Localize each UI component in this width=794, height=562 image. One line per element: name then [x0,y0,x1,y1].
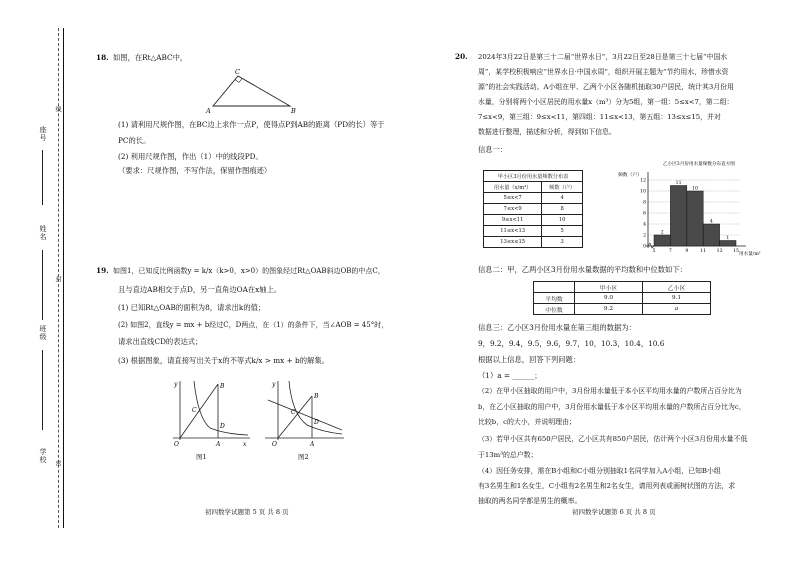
name-blank [42,250,43,320]
histogram-y-tick: 4 [643,222,646,228]
q19-fig2-caption: 图2 [298,453,309,461]
q19-part3: (3) 根据图象，请直接写出关于x的不等式k/x > mx + b的解集。 [118,356,329,365]
q18-number: 18. [96,53,109,62]
q20-part3-line-2: 于13m³的总户数； [478,451,538,459]
fig1-label-c: C [192,407,197,414]
q18-label-a: A [206,107,211,115]
q18-label-b: B [291,107,296,115]
q18-triangle-figure [205,66,305,116]
freq-table [483,170,583,248]
histogram-y-tick: 10 [640,189,646,195]
histogram-bar-label: 4 [709,219,713,225]
fig1-label-x: x [243,441,247,448]
fig2-label-o: O [272,441,277,448]
table-row [484,193,583,204]
seat-number-label: 座号 [39,126,47,142]
freq-table-title: 甲小区3月份用水量频数分布表 [484,171,583,182]
freq-cell: 4 [542,193,583,204]
fig1-label-b: B [220,383,225,390]
margin-rule [63,28,64,528]
stat-header-yi: 乙小区 [643,282,711,293]
q20-part1: （1）a = ______； [478,371,542,380]
q18-label-c: C [235,68,240,76]
freq-cell: 3 [542,237,583,248]
histogram-bar-label: 1 [726,236,730,241]
stat-cell: 9.0 [575,293,643,304]
q20-info2-label: 信息二：甲，乙两小区3月份用水量数据的平均数和中位数如下： [478,265,687,274]
table-row [484,226,583,237]
histogram-x-tick: 5 [652,249,656,254]
histogram-bar [654,235,670,246]
q19-part1: (1) 已知Rt△OAB的面积为8，请求出k的值； [118,303,266,312]
histogram-bar-label: 2 [660,230,664,236]
freq-cell: 8 [542,204,583,215]
histogram-x-tick: 13 [716,249,723,254]
freq-table-header-range: 用水量（x/m³） [484,182,542,193]
q20-number: 20. [455,52,468,61]
histogram-axis-break [648,243,654,248]
q19-line1: 如图1，已知反比例函数y = k/x（k>0，x>0）的图象经过Rt△OAB斜边OB的中点C， [113,267,385,275]
q19-part2-line1: (2) 如图2，直线y = mx + b经过C，D两点，在（1）的条件下，当∠AOB = 45°时， [118,321,389,329]
q20-part4-line-3: 抽取的两名同学都是男生的概率。 [478,497,582,505]
histogram-bar [703,224,719,246]
histogram-bar [670,186,686,247]
fig2-label-y: y [272,381,276,388]
freq-cell: 10 [542,215,583,226]
q20-part2-line-2: b，在乙小区抽取的用户中，3月份用水量低于本小区平均用水量的户数所占百分比为c， [478,403,746,411]
seal-word-seal: 封 [54,276,61,283]
q20-intro-line-3: 源”的社会实践活动。A小组在甲、乙两个小区各随机抽取30户居民，统计其3月份用 [478,83,734,91]
binding-margin [0,0,80,562]
table-row [534,304,711,315]
histogram-x-tick: 11 [700,249,707,254]
table-row [484,237,583,248]
fig2-label-b: B [314,393,319,400]
freq-cell: 7≤x<9 [484,204,542,215]
name-label: 姓名 [39,225,47,241]
freq-cell: 5≤x<7 [484,193,542,204]
class-blank [42,350,43,430]
q18-note: （要求：尺规作图，不写作法，保留作图痕迹） [118,166,272,175]
right-page-footer: 初四数学试题第 6 页 共 8 页 [572,508,656,516]
table-row [484,215,583,226]
fig1-label-d: D [220,423,225,430]
q20-intro-line-6: 数据进行整理，描述和分析，得到如下信息。 [478,128,616,136]
q20-intro-line-2: 周”，某学校积极响应“世界水日·中国水周”，组织开展主题为“节约用水，珍惜水资 [478,68,729,76]
histogram-bar-label: 10 [692,186,698,192]
histogram-y-tick: 8 [643,200,646,206]
q18-stem: 如图，在Rt△ABC中， [113,53,188,62]
q19-line2: 且与直边AB相交于点D，另一直角边OA在x轴上。 [118,285,282,294]
q20-intro-line-4: 水量，分别将两个小区居民的用水量x（m³）分为5组，第一组：5≤x<7，第二组： [478,98,734,106]
stat-cell: 9.2 [575,304,643,315]
q18-part1-line1: (1) 请利用尺规作图，在BC边上求作一点P，使得点P到AB的距离（PD的长）等于 [118,120,385,129]
q20-info3-label: 信息三：乙小区3月份用水量在第三组的数据为： [478,323,636,332]
stat-table [533,281,711,315]
fig1-label-o: O [174,441,179,448]
freq-table-header-count: 频数（户） [542,182,583,193]
seat-number-blank [42,150,43,205]
freq-cell: 9≤x<11 [484,215,542,226]
q20-intro-line-1: 2024年3月22日是第三十二届“世界水日”，3月22日至28日是第三十七届“中国水 [478,53,728,61]
q20-info3-data: 9，9.2，9.4，9.5，9.6，9.7，10，10.3，10.4，10.6 [478,339,665,348]
stat-cell: 9.1 [643,293,711,304]
fig2-label-d: D [314,419,319,426]
freq-cell: 13≤x≤15 [484,237,542,248]
freq-cell: 11≤x<13 [484,226,542,237]
left-page-footer: 初四数学试题第 5 页 共 8 页 [205,508,289,516]
q20-part4-line-2: 有3名男生和1名女生，C小组有2名男生和2名女生，请用列表或画树状图的方法，求 [478,482,736,490]
stat-header-blank [534,282,575,293]
stat-cell: 平均数 [534,293,575,304]
q20-info1-label: 信息一： [478,145,508,154]
histogram-y-tick: 6 [643,211,646,217]
stat-cell: 中位数 [534,304,575,315]
histogram-xlabel: 用水量/m³ [739,252,761,257]
histogram-x-tick: 7 [668,249,672,254]
q20-prompt: 根据以上信息，回答下列问题： [478,355,581,364]
histogram-bar [720,241,736,247]
q20-part2-line-3: 比较b，c的大小，并说明理由； [478,418,576,426]
fig2-label-c: C [291,409,296,416]
seal-word-line: 线 [54,106,61,113]
q18-part2: (2) 利用尺规作图，作出（1）中的线段PD。 [118,152,263,161]
fig2-label-a: A [310,441,315,448]
q20-part3-line-1: （3）若甲小区共有650户居民，乙小区共有850户居民，估计两个小区3月份用水量不低 [478,435,748,443]
stat-header-jia: 甲小区 [575,282,643,293]
stat-cell: a [643,304,711,315]
histogram-y-tick: 2 [643,233,646,239]
histogram-chart [618,156,768,258]
q20-intro-line-5: 7≤x<9，第三组：9≤x<11，第四组：11≤x<13，第五组：13≤x≤15，并对 [478,113,721,121]
histogram-ylabel: 频数（户） [618,173,642,178]
q20-part2-line-1: （2）在甲小区抽取的用户中，3月份用水量低于本小区平均用水量的户数所占百分比为 [478,387,742,395]
histogram-bar-label: 11 [675,181,682,186]
histogram-y-tick: 0 [643,244,646,250]
q20-part4-line-1: （4）因任务安排，需在B小组和C小组分别抽取1名同学加入A小组，已知B小组 [478,467,721,475]
q19-part2-line2: 请求出直线CD的表达式； [118,337,203,346]
histogram-title: 乙小区3月份用水量频数分布直方图 [663,162,735,167]
fig1-label-y: y [174,381,178,388]
histogram-bar [687,191,703,246]
q18-part1-line2: PC的长。 [118,136,151,145]
school-label: 学校 [39,448,47,464]
fig1-label-a: A [216,441,221,448]
histogram-x-tick: 9 [685,249,689,254]
q19-fig1-caption: 图1 [196,453,207,461]
table-row [534,293,711,304]
histogram-y-tick: 12 [640,178,646,184]
q19-figure-1 [170,378,255,448]
q19-figure-2 [262,378,347,448]
table-row [484,204,583,215]
histogram-x-tick: 15 [733,249,739,254]
seal-word-secret: 密 [54,460,61,467]
freq-cell: 5 [542,226,583,237]
class-label: 班级 [39,325,47,341]
q19-number: 19. [96,266,109,275]
